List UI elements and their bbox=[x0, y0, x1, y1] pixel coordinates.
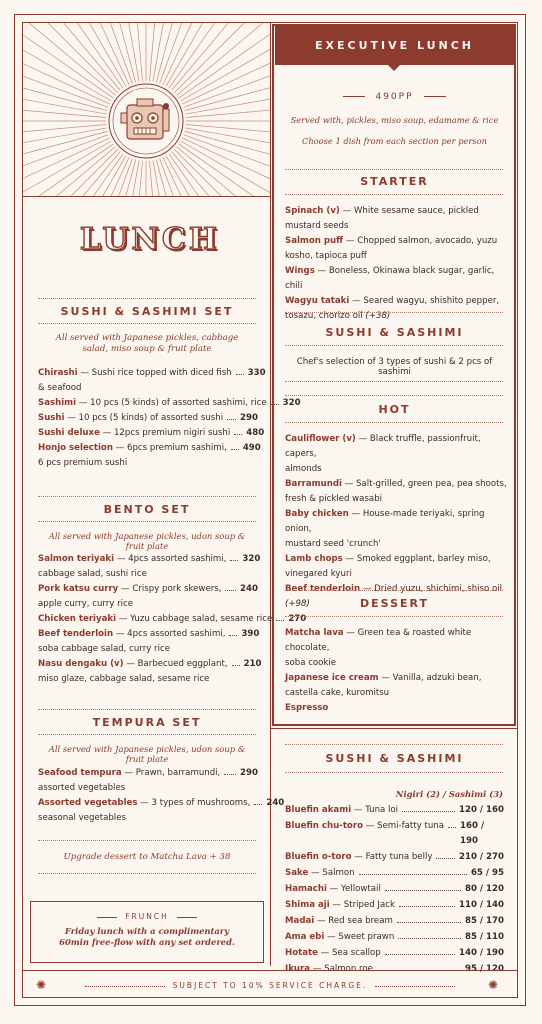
menu-item-row bbox=[38, 441, 261, 456]
menu-item-desc: — Salmon roe bbox=[310, 964, 373, 974]
menu-item bbox=[285, 930, 504, 945]
menu-item-row bbox=[38, 411, 258, 426]
menu-item-text bbox=[285, 898, 395, 913]
menu-item-desc-cont: kosho, tapioca puff bbox=[285, 251, 367, 261]
dotted-leader bbox=[231, 449, 239, 450]
menu-item-desc-cont: 6 pcs premium sushi bbox=[38, 458, 128, 468]
section-title-sushi-set: SUSHI & SASHIMI SET bbox=[60, 305, 234, 318]
menu-item-desc: — Dried yuzu, shichimi, shiso oil bbox=[360, 584, 503, 594]
menu-item-desc: — Green tea & roasted white chocolate, bbox=[285, 628, 472, 653]
sunburst-ray bbox=[169, 154, 270, 196]
menu-item-text bbox=[285, 866, 355, 881]
menu-item-price: 140 / 190 bbox=[459, 948, 504, 958]
menu-item-name: Salmon puff bbox=[285, 236, 344, 246]
menu-item-text bbox=[38, 396, 267, 411]
dotted-leader bbox=[402, 811, 455, 812]
sunburst-ray bbox=[23, 128, 107, 166]
sun-icon-right: ✺ bbox=[488, 978, 499, 992]
menu-item bbox=[285, 432, 510, 477]
menu-item-text bbox=[38, 552, 226, 567]
sushi-set-list bbox=[38, 366, 301, 471]
menu-item-price: 85 / 110 bbox=[464, 932, 504, 942]
menu-item-supplement: (+98) bbox=[285, 599, 310, 609]
menu-item-name: Sake bbox=[285, 868, 309, 878]
menu-item-name: Bluefin o-toro bbox=[285, 852, 352, 862]
menu-item-row bbox=[38, 612, 307, 627]
menu-item-price: 65 / 95 bbox=[470, 868, 504, 878]
menu-item bbox=[38, 552, 261, 582]
menu-item-name: Pork katsu curry bbox=[38, 584, 119, 594]
executive-price bbox=[275, 92, 514, 102]
menu-item-line bbox=[285, 432, 510, 462]
menu-item-desc-cont: & seafood bbox=[38, 383, 82, 393]
menu-item-price: 290 bbox=[240, 768, 258, 778]
sunburst-ray bbox=[185, 128, 270, 166]
dotted-leader bbox=[224, 774, 236, 775]
executive-price-text: 490PP bbox=[375, 92, 414, 102]
service-charge-text: SUBJECT TO 10% SERVICE CHARGE. bbox=[172, 981, 368, 990]
sunburst-ray bbox=[149, 161, 168, 196]
divider bbox=[285, 395, 503, 396]
menu-item-desc: — Black truffle, passionfruit, capers, bbox=[285, 434, 481, 459]
sunburst-ray bbox=[166, 23, 270, 86]
divider bbox=[285, 422, 503, 423]
dotted-leader bbox=[254, 804, 262, 805]
menu-item-name: Salmon teriyaki bbox=[38, 554, 115, 564]
menu-item bbox=[38, 796, 285, 826]
menu-item-row bbox=[38, 396, 301, 411]
menu-item-desc: — Salt-grilled, green pea, pea shoots, bbox=[341, 479, 507, 489]
menu-item-row bbox=[285, 803, 504, 818]
menu-item bbox=[38, 582, 258, 612]
dotted-leader bbox=[397, 922, 461, 923]
menu-item bbox=[285, 234, 510, 264]
menu-item-desc: — Crispy pork skewers, bbox=[118, 584, 222, 594]
sunburst-ray bbox=[23, 23, 113, 98]
menu-item-name: Bluefin chu-toro bbox=[285, 821, 363, 831]
section-title-hot: HOT bbox=[378, 403, 411, 416]
dotted-leader bbox=[359, 874, 467, 875]
sushi-sashimi-header: Nigiri (2) / Sashimi (3) bbox=[395, 789, 503, 799]
menu-item bbox=[38, 366, 266, 396]
sunburst-ray bbox=[156, 23, 213, 82]
menu-item-price: 330 bbox=[247, 368, 266, 378]
menu-item-text bbox=[38, 612, 272, 627]
sunburst-ray bbox=[23, 135, 108, 196]
divider bbox=[38, 298, 256, 299]
exec-sushi-text: Chef's selection of 3 types of sushi & 2 pcs of sashimi bbox=[296, 357, 493, 377]
divider bbox=[285, 194, 503, 195]
menu-item-desc: — House-made teriyaki, spring onion, bbox=[285, 509, 485, 534]
menu-item-desc: — Fatty tuna belly bbox=[351, 852, 433, 862]
menu-item-name: Japanese ice cream bbox=[285, 673, 379, 683]
tempura-note: All served with Japanese pickles, udon soup & fruit plate bbox=[48, 744, 246, 764]
menu-item-line bbox=[285, 671, 510, 686]
menu-item-text bbox=[285, 914, 393, 929]
section-title-exec-sushi: SUSHI & SASHIMI bbox=[325, 326, 464, 339]
divider bbox=[285, 744, 503, 745]
menu-item-text bbox=[38, 657, 228, 672]
menu-item bbox=[285, 294, 510, 324]
menu-item-row bbox=[285, 850, 504, 865]
menu-item-desc-cont: assorted vegetables bbox=[38, 783, 126, 793]
menu-item-name: Hotate bbox=[285, 948, 318, 958]
sunburst-ray bbox=[185, 76, 270, 114]
divider bbox=[285, 345, 503, 346]
menu-item-name: Hamachi bbox=[285, 884, 327, 894]
sunburst-rays bbox=[23, 23, 270, 196]
sushi-set-note: All served with Japanese pickles, cabbage salad, miso soup & fruit plate bbox=[55, 333, 239, 354]
divider bbox=[38, 496, 256, 497]
dotted-leader bbox=[398, 938, 461, 939]
menu-item-price: 95 / 120 bbox=[464, 964, 504, 974]
menu-item-name: Sashimi bbox=[38, 398, 77, 408]
menu-item-row bbox=[285, 898, 504, 913]
menu-item-line bbox=[285, 264, 510, 294]
menu-item-desc-cont: soba cabbage salad, curry rice bbox=[38, 644, 170, 654]
divider bbox=[38, 709, 256, 710]
menu-item-text bbox=[38, 441, 227, 456]
menu-item-row bbox=[38, 582, 258, 597]
menu-item-line bbox=[285, 626, 510, 656]
menu-item-row bbox=[285, 882, 504, 897]
menu-item-line bbox=[285, 507, 510, 537]
menu-item-text bbox=[285, 946, 381, 961]
dessert-list bbox=[285, 626, 510, 716]
menu-item-price: 240 bbox=[240, 584, 258, 594]
menu-item-name: Beef tenderloin bbox=[285, 584, 361, 594]
menu-item bbox=[38, 766, 258, 796]
menu-item-name: Spinach (v) bbox=[285, 206, 340, 216]
menu-item bbox=[285, 626, 510, 671]
menu-item-desc: — Sea scallop bbox=[317, 948, 381, 958]
menu-item-name: Cauliflower (v) bbox=[285, 434, 356, 444]
sunburst-ray bbox=[23, 156, 126, 196]
dotted-leader bbox=[232, 665, 240, 666]
frunch-title-text: FRUNCH bbox=[125, 912, 169, 921]
sunburst-ray bbox=[177, 23, 270, 95]
menu-item bbox=[285, 507, 510, 552]
menu-item-name: Barramundi bbox=[285, 479, 342, 489]
sunburst-ray bbox=[184, 135, 270, 196]
sunburst-ray bbox=[79, 23, 136, 82]
menu-item-line bbox=[285, 477, 510, 492]
divider bbox=[38, 521, 256, 522]
sunburst-ray bbox=[23, 23, 115, 95]
menu-item-price: 110 / 140 bbox=[459, 900, 504, 910]
menu-item bbox=[285, 671, 510, 701]
dotted-leader bbox=[225, 590, 236, 591]
section-title-starter: STARTER bbox=[360, 175, 429, 188]
menu-item-price: 320 bbox=[242, 554, 261, 564]
menu-item bbox=[285, 803, 504, 818]
menu-item bbox=[38, 411, 258, 426]
menu-item-desc: — Salmon bbox=[308, 868, 355, 878]
divider bbox=[270, 728, 518, 729]
menu-item-desc: — Vanilla, adzuki bean, bbox=[378, 673, 482, 683]
menu-item-price: 120 / 160 bbox=[459, 805, 504, 815]
frunch-box bbox=[30, 901, 264, 963]
menu-item-desc: — 4pcs assorted sashimi, bbox=[114, 554, 227, 564]
menu-item-name: Matcha lava bbox=[285, 628, 344, 638]
menu-item-name: Ikura bbox=[285, 964, 311, 974]
menu-item-text bbox=[285, 930, 394, 945]
hot-list bbox=[285, 432, 510, 612]
column-divider bbox=[270, 22, 271, 966]
menu-item-name: Ama ebi bbox=[285, 932, 325, 942]
menu-item-desc: — Boneless, Okinawa black sugar, garlic, chili bbox=[285, 266, 495, 291]
footer-divider bbox=[23, 970, 517, 971]
menu-item-line bbox=[285, 294, 510, 309]
divider bbox=[38, 734, 256, 735]
menu-item bbox=[285, 946, 504, 961]
dotted-leader bbox=[227, 419, 236, 420]
menu-item-desc: — 4pcs assorted sashimi, bbox=[113, 629, 226, 639]
menu-item bbox=[38, 612, 307, 627]
frunch-text: Friday lunch with a complimentary 60min free-flow with any set ordered. bbox=[59, 926, 235, 947]
menu-item-desc: — 10 pcs (5 kinds) of assorted sashimi, rice bbox=[76, 398, 267, 408]
menu-item-name: Chirashi bbox=[38, 368, 78, 378]
sun-icon-left: ✺ bbox=[36, 978, 47, 992]
menu-item-price: 290 bbox=[240, 413, 258, 423]
sunburst-ray bbox=[123, 161, 142, 196]
menu-item-row bbox=[38, 426, 265, 441]
menu-item-row bbox=[38, 657, 262, 672]
menu-item-desc: — 10 pcs (5 kinds) of assorted sushi bbox=[64, 413, 224, 423]
menu-item-text bbox=[285, 850, 432, 865]
menu-item-name: Sushi deluxe bbox=[38, 428, 100, 438]
menu-item-desc: — White sesame sauce, pickled mustard seeds bbox=[285, 206, 479, 231]
menu-item-supplement: (+38) bbox=[362, 311, 391, 321]
divider bbox=[38, 840, 256, 841]
menu-item bbox=[38, 426, 265, 441]
starter-list bbox=[285, 204, 510, 324]
menu-item-name: Chicken teriyaki bbox=[38, 614, 117, 624]
sunburst-ray bbox=[179, 144, 270, 196]
menu-item-row bbox=[285, 866, 504, 881]
menu-item-desc: — Barbecued eggplant, bbox=[123, 659, 228, 669]
menu-item-name: Lamb chops bbox=[285, 554, 343, 564]
menu-item-text bbox=[285, 803, 398, 818]
menu-item-desc: — 12pcs premium nigiri sushi bbox=[99, 428, 231, 438]
frunch-title bbox=[31, 912, 263, 921]
sunburst-ray bbox=[23, 23, 126, 86]
menu-item-desc: — Yuzu cabbage salad, sesame rice bbox=[116, 614, 273, 624]
dotted-leader bbox=[399, 906, 455, 907]
menu-item-desc: — Yellowtail bbox=[326, 884, 381, 894]
menu-item-desc-cont: tosazu, chorizo oil (+38) bbox=[285, 311, 391, 321]
dotted-leader bbox=[236, 374, 244, 375]
divider bbox=[285, 616, 503, 617]
menu-item-desc: — Prawn, barramundi, bbox=[121, 768, 221, 778]
dotted-leader bbox=[448, 827, 456, 828]
section-title-tempura: TEMPURA SET bbox=[92, 716, 202, 729]
menu-item bbox=[285, 882, 504, 897]
menu-item-text bbox=[38, 411, 223, 426]
menu-item-name: Espresso bbox=[285, 703, 329, 713]
menu-item-row bbox=[38, 552, 261, 567]
menu-item-desc: — Striped Jack bbox=[329, 900, 395, 910]
menu-item bbox=[38, 627, 258, 657]
menu-item-desc: — Chopped salmon, avocado, yuzu bbox=[343, 236, 498, 246]
footer-note bbox=[60, 981, 480, 990]
menu-item-name: Madai bbox=[285, 916, 315, 926]
menu-item bbox=[285, 866, 504, 881]
menu-item-row bbox=[285, 946, 504, 961]
menu-item-name: Shima aji bbox=[285, 900, 330, 910]
menu-item-price: 320 bbox=[282, 398, 301, 408]
menu-item-desc: — 6pcs premium sashimi, bbox=[112, 443, 227, 453]
upgrade-note: Upgrade dessert to Matcha Lava + 38 bbox=[63, 852, 231, 862]
menu-item-row bbox=[38, 766, 258, 781]
menu-item bbox=[38, 441, 261, 471]
sunburst-ray bbox=[179, 23, 270, 98]
menu-item-price: 390 bbox=[241, 629, 260, 639]
divider bbox=[38, 873, 256, 874]
sunburst-ray bbox=[23, 147, 115, 196]
menu-item-desc-cont: apple curry, curry rice bbox=[38, 599, 134, 609]
dotted-leader bbox=[436, 858, 455, 859]
menu-item bbox=[285, 477, 510, 507]
menu-item-row bbox=[38, 627, 258, 642]
executive-banner bbox=[275, 25, 514, 65]
menu-item-line bbox=[285, 234, 510, 249]
banner-notch-icon bbox=[387, 64, 401, 72]
menu-item bbox=[285, 204, 510, 234]
menu-item-desc: — Sweet prawn bbox=[324, 932, 395, 942]
divider bbox=[38, 323, 256, 324]
menu-item-desc-cont: soba cookie bbox=[285, 658, 337, 668]
sunburst-ray bbox=[23, 152, 120, 196]
menu-item-row bbox=[285, 914, 504, 929]
bento-note: All served with Japanese pickles, udon soup & fruit plate bbox=[48, 531, 246, 551]
menu-item-line bbox=[285, 204, 510, 234]
menu-item-text bbox=[285, 819, 444, 834]
executive-banner-title: EXECUTIVE LUNCH bbox=[314, 39, 474, 52]
tempura-list bbox=[38, 766, 285, 826]
menu-item-desc-cont: fresh & pickled wasabi bbox=[285, 494, 383, 504]
menu-item-line bbox=[285, 552, 510, 567]
menu-item bbox=[285, 819, 504, 849]
menu-item-desc: — 3 types of mushrooms, bbox=[137, 798, 251, 808]
menu-item bbox=[285, 264, 510, 294]
menu-item-name: Wagyu tataki bbox=[285, 296, 350, 306]
menu-item-desc: — Tuna loi bbox=[351, 805, 399, 815]
menu-item bbox=[285, 701, 510, 716]
menu-item-name: Baby chicken bbox=[285, 509, 349, 519]
menu-item-desc: — Red sea bream bbox=[314, 916, 393, 926]
menu-item-desc-cont: seasonal vegetables bbox=[38, 813, 126, 823]
menu-item-text bbox=[38, 796, 250, 811]
menu-item-text bbox=[285, 882, 381, 897]
divider bbox=[285, 381, 503, 382]
menu-item-desc-cont: miso glaze, cabbage salad, sesame rice bbox=[38, 674, 210, 684]
menu-item-desc: — Sushi rice topped with diced fish bbox=[77, 368, 232, 378]
menu-item-name: Sushi bbox=[38, 413, 65, 423]
dotted-leader bbox=[385, 890, 461, 891]
menu-item-row bbox=[38, 366, 266, 381]
menu-item-desc: — Smoked eggplant, barley miso, bbox=[342, 554, 491, 564]
menu-item-desc-cont: castella cake, kuromitsu bbox=[285, 688, 390, 698]
menu-item-name: Beef tenderloin bbox=[38, 629, 114, 639]
menu-item-text bbox=[38, 766, 220, 781]
sunburst-ray bbox=[23, 76, 107, 114]
divider bbox=[285, 169, 503, 170]
menu-item-name: Seafood tempura bbox=[38, 768, 122, 778]
robot-logo-icon bbox=[121, 99, 169, 139]
menu-item-desc-cont: mustard seed 'crunch' bbox=[285, 539, 381, 549]
menu-item-price: 80 / 120 bbox=[464, 884, 504, 894]
sunburst-ray bbox=[23, 144, 113, 196]
menu-item-row bbox=[285, 930, 504, 945]
section-title-sushi-sashimi: SUSHI & SASHIMI bbox=[325, 752, 464, 765]
menu-item-price: 240 bbox=[266, 798, 285, 808]
menu-item bbox=[285, 552, 510, 582]
sushi-sashimi-list bbox=[285, 803, 504, 978]
menu-item-desc: — Semi-fatty tuna bbox=[362, 821, 445, 831]
executive-choose: Choose 1 dish from each section per person bbox=[301, 136, 487, 146]
menu-item-name: Bluefin akami bbox=[285, 805, 352, 815]
menu-item-desc: — Seared wagyu, shishito pepper, bbox=[349, 296, 500, 306]
sunburst-ray bbox=[166, 156, 270, 196]
dotted-leader bbox=[234, 434, 242, 435]
menu-item-name: Honjo selection bbox=[38, 443, 113, 453]
executive-served: Served with, pickles, miso soup, edamame & rice bbox=[290, 115, 499, 125]
menu-item bbox=[38, 657, 262, 687]
menu-item-price: 490 bbox=[242, 443, 261, 453]
menu-item-text bbox=[38, 582, 221, 597]
menu-item-price: 480 bbox=[246, 428, 265, 438]
menu-item-desc-cont: cabbage salad, sushi rice bbox=[38, 569, 147, 579]
menu-item bbox=[285, 850, 504, 865]
dotted-leader bbox=[230, 560, 238, 561]
menu-item-price: 85 / 170 bbox=[464, 916, 504, 926]
menu-item-desc-cont: almonds bbox=[285, 464, 322, 474]
menu-item-price: 210 bbox=[243, 659, 262, 669]
menu-item-name: Nasu dengaku (v) bbox=[38, 659, 124, 669]
menu-item-row bbox=[285, 819, 504, 849]
sunburst-ray bbox=[23, 23, 111, 101]
menu-item-name: Assorted vegetables bbox=[38, 798, 138, 808]
section-title-dessert: DESSERT bbox=[360, 597, 429, 610]
dotted-leader bbox=[229, 635, 237, 636]
menu-item-text bbox=[38, 366, 232, 381]
divider bbox=[285, 590, 503, 591]
divider bbox=[285, 772, 503, 773]
menu-item-price: 160 / 190 bbox=[460, 821, 485, 846]
menu-item-price: 210 / 270 bbox=[459, 852, 504, 862]
logo-sunburst bbox=[23, 23, 270, 197]
sunburst-ray bbox=[177, 147, 270, 196]
menu-item bbox=[38, 396, 301, 411]
menu-item-desc-cont: vinegared kyuri bbox=[285, 569, 352, 579]
menu-item-row bbox=[38, 796, 285, 811]
sunburst-ray bbox=[181, 23, 270, 101]
menu-item-line bbox=[285, 701, 510, 716]
menu-item-text bbox=[38, 627, 225, 642]
dotted-leader bbox=[385, 954, 455, 955]
divider bbox=[285, 312, 503, 313]
menu-item-text bbox=[38, 426, 230, 441]
menu-item-name: Wings bbox=[285, 266, 315, 276]
menu-item bbox=[285, 898, 504, 913]
page-title: LUNCH bbox=[79, 222, 221, 257]
section-title-bento: BENTO SET bbox=[103, 503, 191, 516]
menu-item bbox=[285, 914, 504, 929]
menu-item-price: 270 bbox=[288, 614, 307, 624]
